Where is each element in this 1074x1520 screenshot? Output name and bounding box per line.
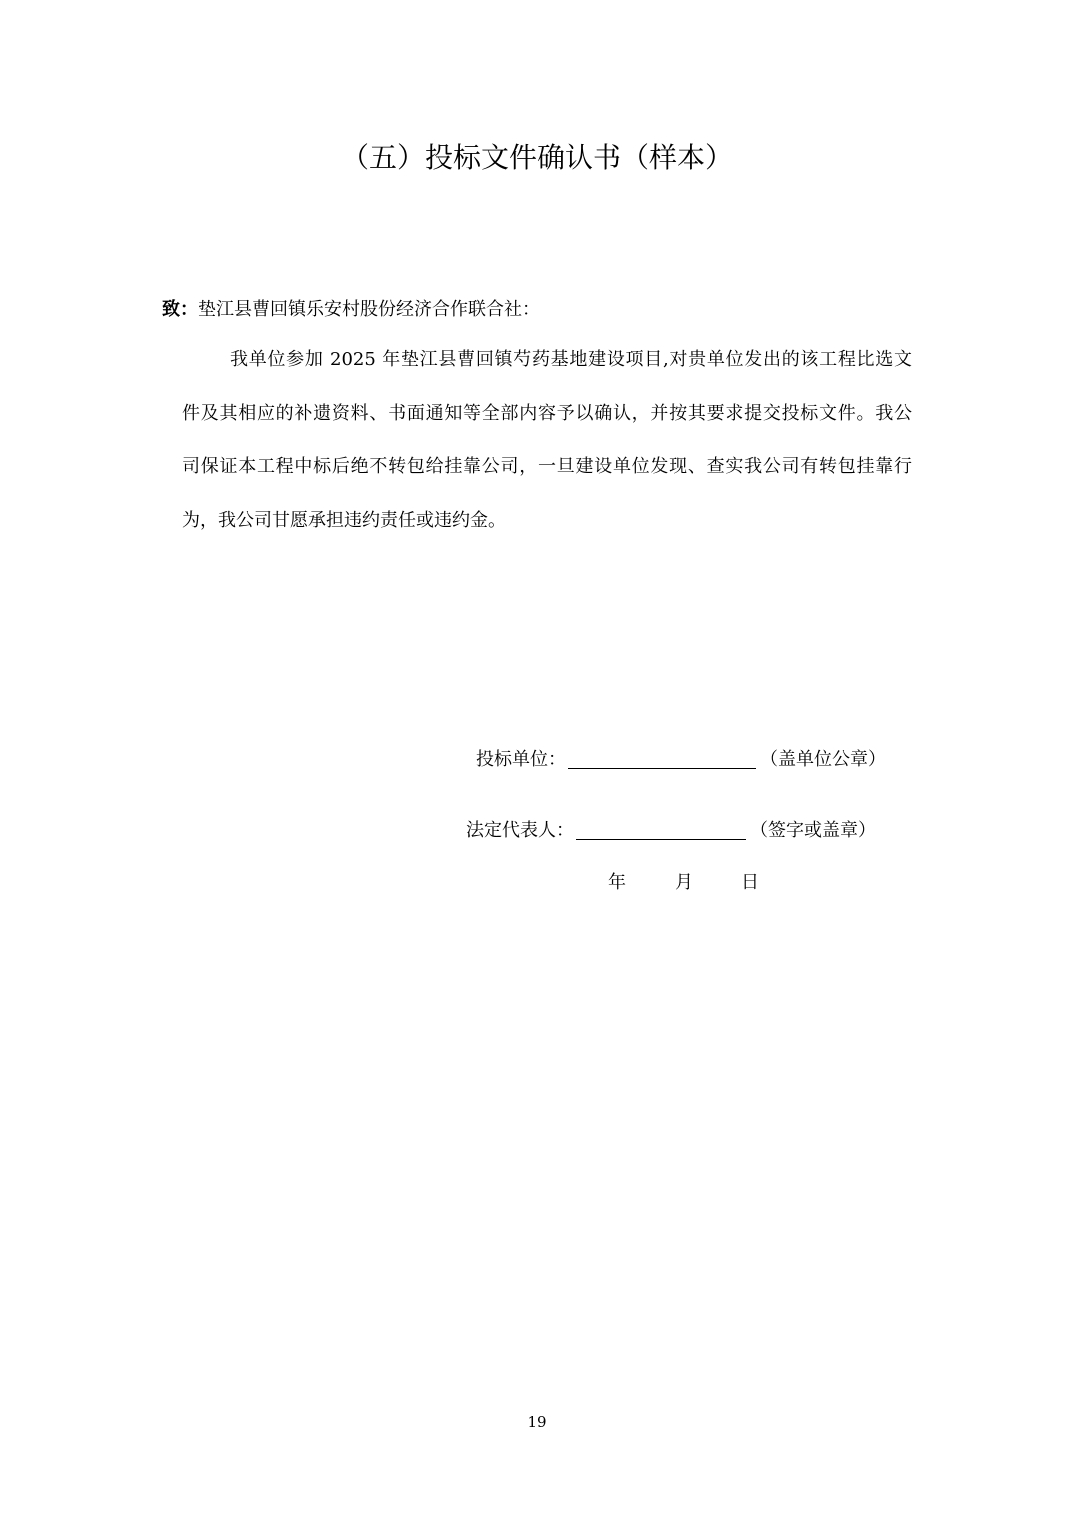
date-month: 月 bbox=[675, 872, 693, 893]
body-line: 司保证本工程中标后绝不转包给挂靠公司，一旦建设单位发现、查实我公司有转包挂靠行 bbox=[182, 456, 912, 477]
document-title: （五）投标文件确认书（样本） bbox=[340, 141, 733, 174]
representative-blank-line bbox=[576, 821, 746, 840]
bidder-note: （盖单位公章） bbox=[760, 749, 886, 770]
bidder-blank-line bbox=[568, 750, 756, 769]
body-line: 我单位参加 2025 年垫江县曹回镇芍药基地建设项目,对贵单位发出的该工程比选文 bbox=[230, 349, 912, 370]
body-line: 为，我公司甘愿承担违约责任或违约金。 bbox=[182, 510, 506, 531]
page-number: 19 bbox=[527, 1413, 547, 1431]
representative-note: （签字或盖章） bbox=[750, 820, 876, 841]
greeting-recipient: 垫江县曹回镇乐安村股份经济合作联合社： bbox=[198, 299, 540, 320]
date-year: 年 bbox=[608, 872, 626, 893]
bidder-label: 投标单位： bbox=[476, 749, 566, 770]
date-day: 日 bbox=[741, 872, 759, 893]
greeting-prefix: 致： bbox=[162, 299, 198, 320]
representative-signature-row bbox=[466, 818, 876, 844]
bidder-signature-row bbox=[476, 747, 886, 773]
greeting bbox=[162, 297, 540, 323]
representative-label: 法定代表人： bbox=[466, 820, 574, 841]
body-line: 件及其相应的补遗资料、书面通知等全部内容予以确认，并按其要求提交投标文件。我公 bbox=[182, 403, 912, 424]
